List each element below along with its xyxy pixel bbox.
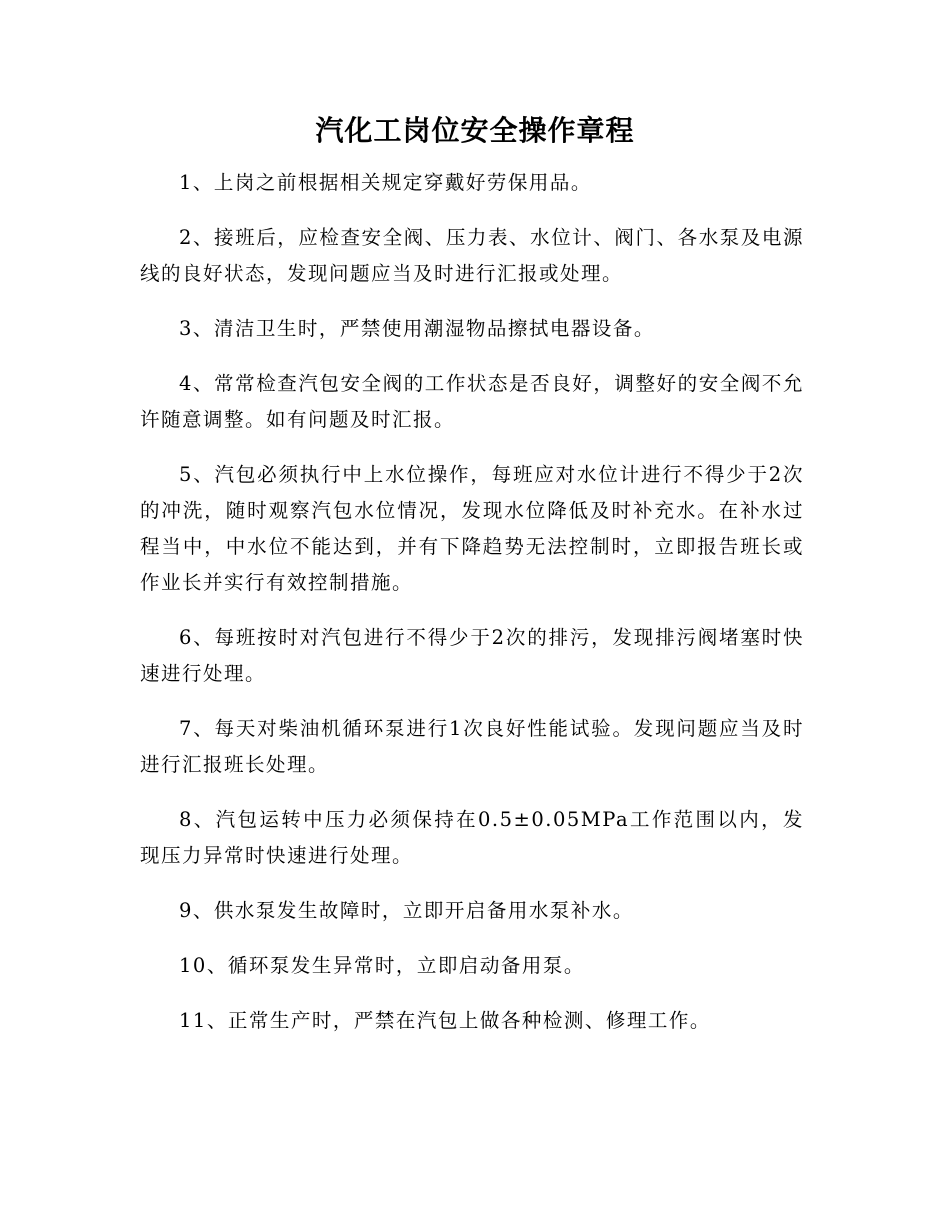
paragraph-1: 1、上岗之前根据相关规定穿戴好劳保用品。 [179, 171, 592, 194]
paragraph-4: 4、常常检查汽包安全阀的工作状态是否良好，调整好的安全阀不允许随意调整。如有问题及时汇报。 [140, 372, 804, 431]
paragraph-10: 10、循环泵发生异常时，立即启动备用泵。 [179, 954, 585, 977]
paragraph-5: 5、汽包必须执行中上水位操作，每班应对水位计进行不得少于2次的冲洗，随时观察汽包水位情况，发现水位降低及时补充水。在补水过程当中，中水位不能达到，并有下降趋势无法控制时，立即报告班长或作业长并实行有效控制措施。 [140, 463, 804, 594]
paragraph-8: 8、汽包运转中压力必须保持在0.5±0.05MPa工作范围以内，发现压力异常时快速进行处理。 [140, 808, 804, 867]
document-body [140, 165, 804, 1058]
document-title: 汽化工岗位安全操作章程 [315, 114, 635, 147]
paragraph-7: 7、每天对柴油机循环泵进行1次良好性能试验。发现问题应当及时进行汇报班长处理。 [140, 717, 804, 776]
paragraph-2: 2、接班后，应检查安全阀、压力表、水位计、阀门、各水泵及电源线的良好状态，发现问题应当及时进行汇报或处理。 [140, 226, 804, 285]
paragraph-6: 6、每班按时对汽包进行不得少于2次的排污，发现排污阀堵塞时快速进行处理。 [140, 626, 804, 685]
paragraph-9: 9、供水泵发生故障时，立即开启备用水泵补水。 [179, 899, 634, 922]
paragraph-11: 11、正常生产时，严禁在汽包上做各种检测、修理工作。 [179, 1009, 711, 1032]
paragraph-3: 3、清洁卫生时，严禁使用潮湿物品擦拭电器设备。 [179, 317, 655, 340]
